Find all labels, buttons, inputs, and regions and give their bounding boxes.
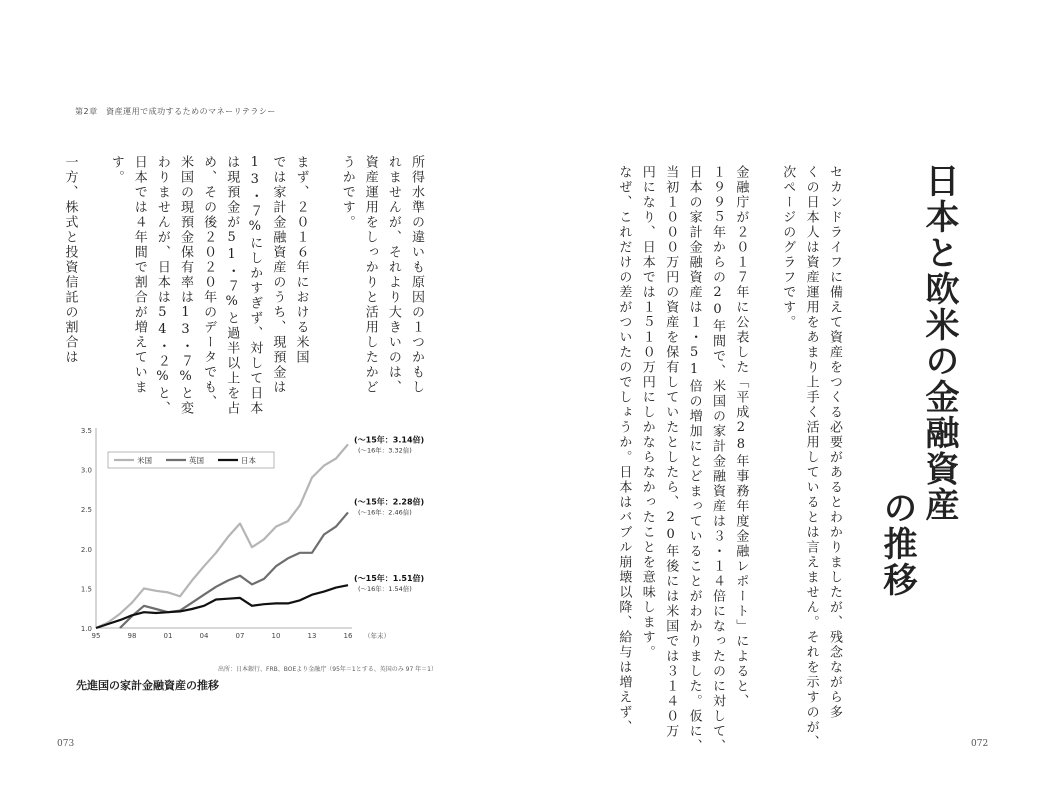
y-tick-label: 1.0	[80, 625, 92, 633]
left-body-column-13: す。	[108, 155, 124, 185]
right-body-column-5: １９９５年からの20年間で、米国の家計金融資産は３・１４倍になったのに対して、	[710, 165, 725, 754]
y-tick-label: 3.0	[80, 466, 92, 475]
legend-label-2: 日本	[241, 456, 256, 465]
chart-caption: 先進国の家計金融資産の推移	[76, 679, 219, 692]
x-tick-label: 13	[307, 632, 317, 640]
left-page-number: 073	[57, 739, 75, 749]
annotation-main-2: (〜15年：1.51倍)	[354, 574, 425, 584]
x-tick-label: 10	[271, 632, 281, 640]
right-body-column-2: 次ページのグラフです。	[780, 165, 796, 330]
right-body-column-8: 円になり、日本では１５１０万円にしかならなかったことを意味します。	[639, 165, 655, 660]
page-title-line1: 日本と欧米の金融資産	[919, 163, 959, 523]
left-body-column-2: 資産運用をしっかりと活用したかど	[362, 155, 378, 395]
series-line-2	[96, 585, 348, 628]
left-body-column-11: わりませんが、日本は54・２%と、	[154, 155, 170, 416]
left-body-column-3: うかです。	[339, 155, 355, 230]
x-tick-label: 16	[343, 632, 353, 640]
left-body-column-10: 米国の現預金保有率は13・７%と変	[178, 155, 193, 416]
right-body-column-4: 金融庁が２０１７年に公表した「平成28年事務年度金融レポート」によると、	[733, 165, 749, 709]
series-line-0	[96, 444, 348, 628]
left-body-column-1: れませんが、それより大きいのは、	[385, 155, 401, 395]
left-body-column-7: 13・７%にしかすぎず、対して日本	[247, 155, 263, 416]
chart-source-note: 出所：日本銀行、FRB、BOEより金融庁（95年＝1とする、英国のみ 97 年＝1）	[218, 666, 437, 673]
left-body-column-0: 所得水準の違いも原因の１つかもし	[409, 155, 424, 395]
page-title-line2: の推移	[877, 490, 917, 598]
annotation-sub-2: (〜16年：1.54倍)	[358, 585, 412, 594]
chapter-header: 第2章 資産運用で成功するためのマネーリテラシー	[75, 107, 276, 116]
left-body-column-8: は現預金が51・７%と過半以上を占	[224, 155, 240, 416]
y-tick-label: 2.5	[80, 506, 92, 515]
x-tick-label: 95	[91, 632, 101, 640]
right-body-column-9: なぜ、これだけの差がついたのでしょうか。日本はバブル崩壊以降、給与は増えず、	[616, 165, 632, 735]
right-body-column-1: くの日本人は資産運用をあまり上手く活用しているとは言えません。それを示すのが、	[803, 165, 819, 750]
y-tick-label: 2.0	[80, 545, 92, 554]
household-assets-chart	[70, 420, 430, 665]
x-tick-label: 98	[127, 632, 137, 640]
right-body-column-7: 当初１０００万円の資産を保有していたとしたら、20年後には米国では３１４０万	[663, 165, 679, 739]
annotation-main-1: (〜15年：2.28倍)	[354, 497, 425, 507]
y-tick-label: 1.5	[80, 585, 92, 594]
right-body-column-6: 日本の家計金融資産は１・51倍の増加にとどまっていることがわかりました。仮に、	[686, 165, 702, 754]
left-body-column-15: 一方、株式と投資信託の割合は	[62, 155, 78, 365]
x-tick-label: 07	[235, 632, 245, 640]
annotation-sub-1: (〜16年：2.46倍)	[358, 508, 412, 517]
x-tick-label: 01	[163, 632, 173, 640]
annotation-main-0: (〜15年：3.14倍)	[354, 435, 425, 445]
legend-label-1: 英国	[189, 456, 204, 465]
left-body-column-12: 日本では４年間で割合が増えていま	[131, 155, 147, 395]
left-body-column-9: め、その後２０２０年のデータでも、	[201, 155, 217, 410]
left-body-column-5: まず、２０１６年における米国	[293, 155, 309, 365]
left-body-column-6: では家計金融資産のうち、現預金は	[270, 155, 286, 395]
x-tick-label: 04	[199, 632, 209, 640]
y-tick-label: 3.5	[80, 427, 92, 435]
right-body-column-0: セカンドライフに備えて資産をつくる必要があるとわかりましたが、残念ながら多	[827, 165, 842, 720]
right-page-number: 072	[971, 739, 989, 749]
x-unit-label: （年末）	[364, 632, 390, 640]
legend-label-0: 米国	[137, 456, 152, 465]
annotation-sub-0: (〜16年：3.32倍)	[358, 446, 412, 455]
